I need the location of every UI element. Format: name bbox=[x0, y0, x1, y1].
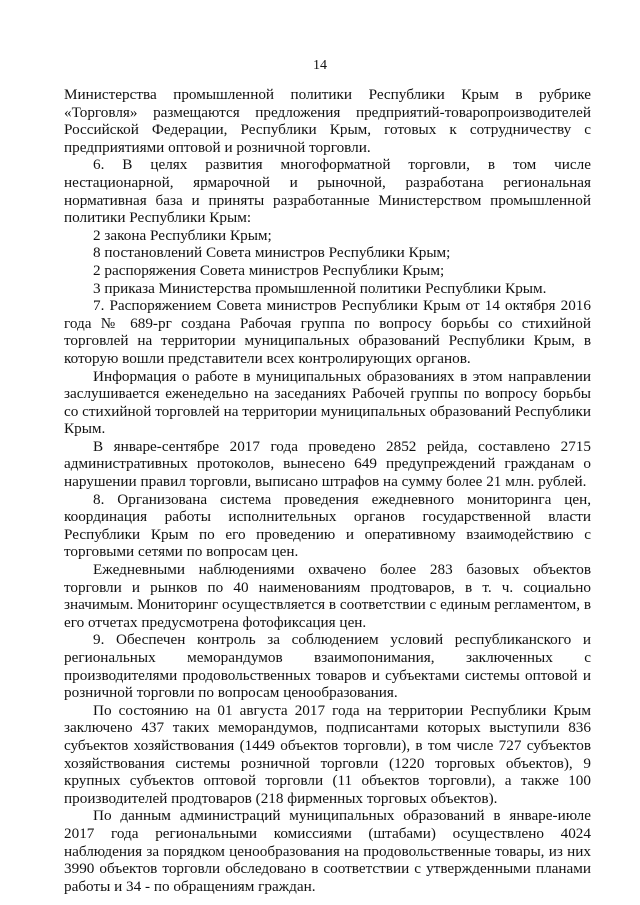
paragraph-working-group-info: Информация о работе в муниципальных образованиях в этом направлении заслушивается еженедельно на заседаниях Рабочей группы по вопросу борьбы со стихийной торговлей на территории муниципальных образований Республики Крым. bbox=[64, 367, 591, 438]
paragraph-continuation: Министерства промышленной политики Республики Крым в рубрике «Торговля» размещаются предложения предприятий-товаропроизводителей Российской Федерации, Республики Крым, готовых к сотрудничеству с предприятиями оптовой и розничной торговли. bbox=[64, 86, 591, 156]
paragraph-monitoring: Ежедневными наблюдениями охвачено более 283 базовых объектов торговли и рынков по 40 наименованиям продтоваров, в т. ч. социально значимым. Мониторинг осуществляется в соответствии с единым регламентом, в его отчетах предусмотрена фотофиксация цен. bbox=[64, 561, 591, 631]
paragraph-price-inspections: По данным администраций муниципальных образований в январе-июле 2017 года региональными комиссиями (штабами) осуществлено 4024 наблюдения за порядком ценообразования на продовольственные товары, из них 3990 объектов торговли обследовано в соответствии с утвержденными планами работы и 34 - по обращениям граждан. bbox=[64, 807, 591, 895]
paragraph-raids-statistics: В январе-сентябре 2017 года проведено 2852 рейда, составлено 2715 административных протоколов, вынесено 649 предупреждений гражданам о нарушении правил торговли, выписано штрафов на сумму более 21 млн. рублей. bbox=[64, 437, 591, 491]
document-body bbox=[64, 86, 591, 895]
paragraph-item-8: 8. Организована система проведения ежедневного мониторинга цен, координация работы исполнительных органов государственной власти Республики Крым по его проведению и оперативному взаимодействию с торговыми сетями по вопросам цен. bbox=[64, 490, 591, 561]
paragraph-item-7: 7. Распоряжением Совета министров Республики Крым от 14 октября 2016 года № 689-рг создана Рабочая группа по вопросу борьбы со стихийной торговлей на территории муниципальных образований Республики Крым, в которую вошли представители всех контролирующих органов. bbox=[64, 297, 591, 367]
page-number: 14 bbox=[313, 58, 327, 73]
list-item-ministry-orders: 3 приказа Министерства промышленной политики Республики Крым. bbox=[93, 279, 547, 297]
paragraph-item-6: 6. В целях развития многоформатной торговли, в том числе нестационарной, ярмарочной и рыночной, разработана региональная нормативная база и приняты разработанные Министерством промышленной политики Республики Крым: bbox=[64, 156, 591, 227]
list-item-orders-council: 2 распоряжения Совета министров Республики Крым; bbox=[93, 261, 445, 279]
list-item-laws: 2 закона Республики Крым; bbox=[93, 226, 272, 244]
paragraph-item-9: 9. Обеспечен контроль за соблюдением условий республиканского и региональных меморандумов взаимопонимания, заключенных с производителями продовольственных товаров и субъектами системы оптовой и розничной торговли по вопросам ценообразования. bbox=[64, 631, 591, 702]
list-item-resolutions: 8 постановлений Совета министров Республики Крым; bbox=[93, 244, 451, 262]
paragraph-memorandums: По состоянию на 01 августа 2017 года на территории Республики Крым заключено 437 таких меморандумов, подписантами которых выступили 836 субъектов хозяйствования (1449 объектов торговли), в том числе 727 субъектов хозяйствования системы розничной торговли (1220 торговых объектов), 9 крупных субъектов оптовой торговли (11 объектов торговли), а также 100 производителей продтоваров (218 фирменных торговых объектов). bbox=[64, 701, 591, 807]
